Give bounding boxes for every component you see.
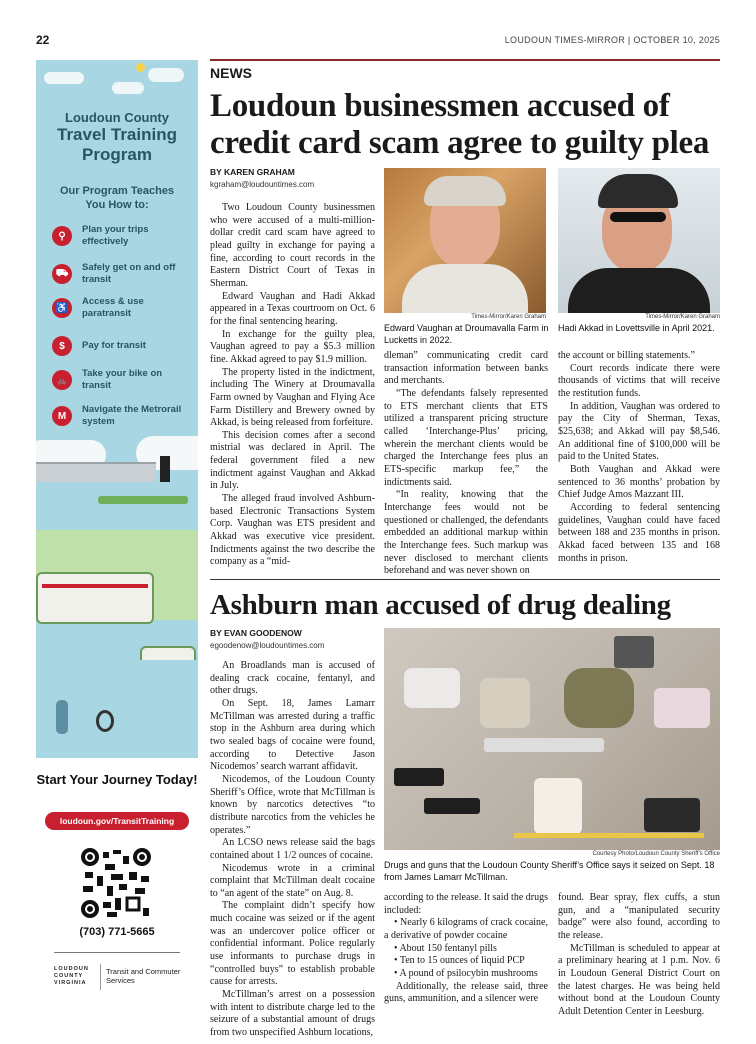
ad-item-label: Navigate the Metrorail system bbox=[82, 404, 182, 427]
person-illustration bbox=[56, 700, 68, 734]
paragraph: dleman” communicating credit card transaction information between banks and merchants. bbox=[384, 350, 548, 387]
story2-headline[interactable]: Ashburn man accused of drug dealing bbox=[210, 589, 671, 621]
ad-item-pay bbox=[52, 336, 182, 356]
story1-email[interactable]: kgraham@loudountimes.com bbox=[210, 180, 315, 189]
story2-column-3 bbox=[558, 892, 720, 1019]
metro-icon: M bbox=[52, 406, 72, 426]
photo-credit: Courtesy Photo/Loudoun County Sheriff’s Office bbox=[592, 851, 720, 857]
ad-phone: (703) 771-5665 bbox=[79, 926, 155, 938]
map-pin-icon: ⚲ bbox=[52, 226, 72, 246]
paragraph: the account or billing statements.” bbox=[558, 350, 695, 361]
ad-item-paratransit bbox=[52, 296, 182, 320]
cloud-icon bbox=[148, 68, 184, 82]
bullet-item: • About 150 fentanyl pills bbox=[394, 942, 497, 954]
cloud-icon bbox=[44, 72, 84, 84]
photo-credit: Times-Mirror/Karen Graham bbox=[471, 314, 546, 320]
ad-title: Travel Training Program bbox=[57, 125, 177, 164]
paragraph: “The defendants falsely represented to ETS merchant clients that ETS utilized a transparent pricing structure called ‘Interchange-Plus’ pricing, wherein the merchant clients would be charged the Interchange fees plus an ETS-specific markup fee,” the indictments said. bbox=[384, 387, 548, 488]
loudoun-county-logo: LOUDOUN COUNTY VIRGINIA bbox=[54, 966, 89, 986]
paragraph: The complaint didn’t specify how much cocaine was seized or if the agent was an undercover police officer or confidential informant. Police regularly use informants to purchase drugs in “controlled buys” to establish probable cause for arrests. bbox=[210, 900, 375, 988]
story2-byline: BY EVAN GOODENOW bbox=[210, 628, 302, 638]
paragraph: The alleged fraud involved Ashburn-based Electronic Transactions System Corp. Vaughan was ETS president and Akkad was executive vice president. Indictments against the two describe the company as a “mid- bbox=[210, 493, 375, 568]
sun-icon bbox=[136, 63, 145, 72]
dollar-icon: $ bbox=[52, 336, 72, 356]
bus-shelter-roof bbox=[98, 496, 188, 504]
paragraph: McTillman is scheduled to appear at a preliminary hearing at 1 p.m. Nov. 6 in Loudoun General District Court on the latest charges. He was being held without bond at the Loudoun County Adult Detention Center in Leesburg. bbox=[558, 942, 720, 1017]
photo-caption: Drugs and guns that the Loudoun County Sheriff’s Office says it seized on Sept. 18 from James Lamarr McTillman. bbox=[384, 860, 715, 882]
paragraph: Nicodemus wrote in a criminal complaint that McTillman dealt cocaine to “an agent of the state” on Aug. 8. bbox=[210, 862, 375, 899]
section-rule bbox=[210, 59, 720, 61]
page-number: 22 bbox=[36, 33, 50, 47]
ad-item-label: Access & use paratransit bbox=[82, 296, 144, 319]
story1-column-1 bbox=[210, 202, 375, 569]
paragraph: On Sept. 18, James Lamarr McTillman was arrested during a traffic stop in the Ashburn area during which two sealed bags of cocaine were found, according to Detective Jason Nicodemos’ search warrant affidavit. bbox=[210, 697, 375, 773]
section-label: NEWS bbox=[210, 65, 252, 81]
cloud-icon bbox=[112, 82, 144, 94]
ad-item-bike bbox=[52, 368, 182, 392]
ad-item-label: Pay for transit bbox=[82, 340, 146, 351]
ad-title-small: Loudoun County bbox=[65, 110, 169, 125]
paragraph: According to federal sentencing guidelines, Vaughan could have faced between 188 and 235 months in prison. Akkad faced between 135 and 168 months in prison. bbox=[558, 501, 720, 564]
photo-caption: Edward Vaughan at Droumavalla Farm in Lucketts in 2022. bbox=[384, 323, 549, 345]
ad-item-label: Plan your trips effectively bbox=[82, 224, 149, 247]
paragraph: An Broadlands man is accused of dealing crack cocaine, fentanyl, and other drugs. bbox=[210, 660, 375, 697]
story1-headline[interactable]: Loudoun businessmen accused of credit card scam agree to guilty plea bbox=[210, 88, 710, 161]
ad-item-metro bbox=[52, 404, 182, 428]
paragraph: Court records indicate there were thousands of victims that will receive the restitution funds. bbox=[558, 362, 720, 399]
story2-byline-block bbox=[210, 628, 324, 650]
story1-byline: BY KAREN GRAHAM bbox=[210, 167, 295, 177]
photo-seized-drugs-guns[interactable] bbox=[384, 628, 720, 850]
photo-credit: Times-Mirror/Karen Graham bbox=[645, 314, 720, 320]
ad-cta: Start Your Journey Today! bbox=[36, 772, 198, 787]
story2-column-1 bbox=[210, 660, 375, 1040]
ad-url-button[interactable]: loudoun.gov/TransitTraining bbox=[45, 812, 189, 830]
metro-train-illustration bbox=[36, 462, 156, 482]
bullet-item: • Ten to 15 ounces of liquid PCP bbox=[394, 955, 525, 967]
paragraph: “In reality, knowing that the Interchange fees would not be questioned or challenged, the defendants embedded an additional markup within the Interchange fees. Such markup was never disclosed to merchant clients beforehand and was never shown on bbox=[384, 489, 548, 577]
paragraph: McTillman’s arrest on a possession with intent to distribute charge led to the seizure of a substantial amount of drugs from two unspecified Ashburn locations, bbox=[210, 989, 375, 1039]
bus-illustration bbox=[36, 572, 154, 624]
paragraph: Additionally, the release said, three guns, ammunition, and a silencer were bbox=[384, 980, 548, 1005]
ad-item-safety bbox=[52, 262, 182, 286]
paragraph: In exchange for the guilty plea, Vaughan agreed to pay a $5.3 million fine. Akkad agreed to pay $1.9 million. bbox=[210, 328, 375, 365]
paragraph: In addition, Vaughan was ordered to pay the City of Sherman, Texas, $25,638; and Akkad will pay $8,546. An additional fine of $100,000 will be paid to the United States. bbox=[558, 400, 720, 463]
paragraph: Edward Vaughan and Hadi Akkad appeared in a Texas courtroom on Oct. 6 for the final sentencing hearing. bbox=[210, 290, 375, 327]
paragraph: Both Vaughan and Akkad were sentenced to 36 months’ probation by Chief Judge Amos Mazzant III. bbox=[558, 463, 720, 501]
story1-column-3 bbox=[558, 350, 720, 565]
paragraph: Two Loudoun County businessmen who were accused of a multi-million-dollar credit card scam have agreed to plead guilty in exchange for paying a fine, according to court records in the Eastern District Court of Texas in Sherman. bbox=[210, 202, 375, 289]
bus-icon: ⛟ bbox=[52, 264, 72, 284]
ad-subtitle: Our Program Teaches You How to: bbox=[59, 185, 175, 211]
bike-icon: 🚲 bbox=[52, 370, 72, 390]
ad-item-plan bbox=[52, 224, 182, 248]
bullet-item: • Nearly 6 kilograms of crack cocaine, a derivative of powder cocaine bbox=[384, 917, 548, 941]
paragraph: This decision comes after a second mistrial was declared in April. The federal government filed a new indictment against Vaughan and Akkad in July. bbox=[210, 429, 375, 492]
story1-column-2 bbox=[384, 350, 548, 578]
wheelchair-illustration bbox=[96, 710, 114, 732]
wheelchair-icon: ♿ bbox=[52, 298, 72, 318]
paragraph: Nicodemos, of the Loudoun County Sheriff’s Office, wrote that McTillman is known by narcotics detectives “to distribute narcotics from the vehicles he operates.” bbox=[210, 773, 375, 836]
photo-edward-vaughan[interactable] bbox=[384, 168, 546, 313]
story2-email[interactable]: egoodenow@loudountimes.com bbox=[210, 641, 325, 650]
bullet-item: • A pound of psilocybin mushrooms bbox=[394, 967, 538, 979]
ad-item-label: Safely get on and off transit bbox=[82, 262, 176, 285]
photo-caption: Hadi Akkad in Lovettsville in April 2021. bbox=[558, 323, 715, 333]
masthead: LOUDOUN TIMES-MIRROR | OCTOBER 10, 2025 bbox=[504, 35, 720, 45]
qr-code[interactable] bbox=[81, 848, 151, 918]
paragraph: The property listed in the indictment, including The Winery at Droumavalla Farm owned by Vaughan and Flying Ace Farm Distillery and Brewery owned by Akkad, is being released from forfeiture. bbox=[210, 366, 375, 429]
paragraph: according to the release. It said the drugs included: bbox=[384, 892, 548, 916]
transit-training-ad[interactable] bbox=[36, 60, 198, 1002]
ad-department: Transit and Commuter Services bbox=[106, 967, 181, 985]
ad-item-label: Take your bike on transit bbox=[82, 368, 163, 391]
metro-sign-illustration bbox=[160, 456, 170, 482]
photo-hadi-akkad[interactable] bbox=[558, 168, 720, 313]
story-divider bbox=[210, 579, 720, 580]
ad-divider bbox=[54, 952, 180, 953]
story1-byline-block bbox=[210, 167, 314, 189]
logo-divider bbox=[100, 964, 101, 990]
paragraph: An LCSO news release said the bags contained about 1 1/2 ounces of cocaine. bbox=[210, 837, 375, 861]
story2-column-2 bbox=[384, 892, 548, 1006]
paragraph: found. Bear spray, flex cuffs, a stun gun, and a “manipulated security badge” were also found, according to the release. bbox=[558, 892, 720, 941]
